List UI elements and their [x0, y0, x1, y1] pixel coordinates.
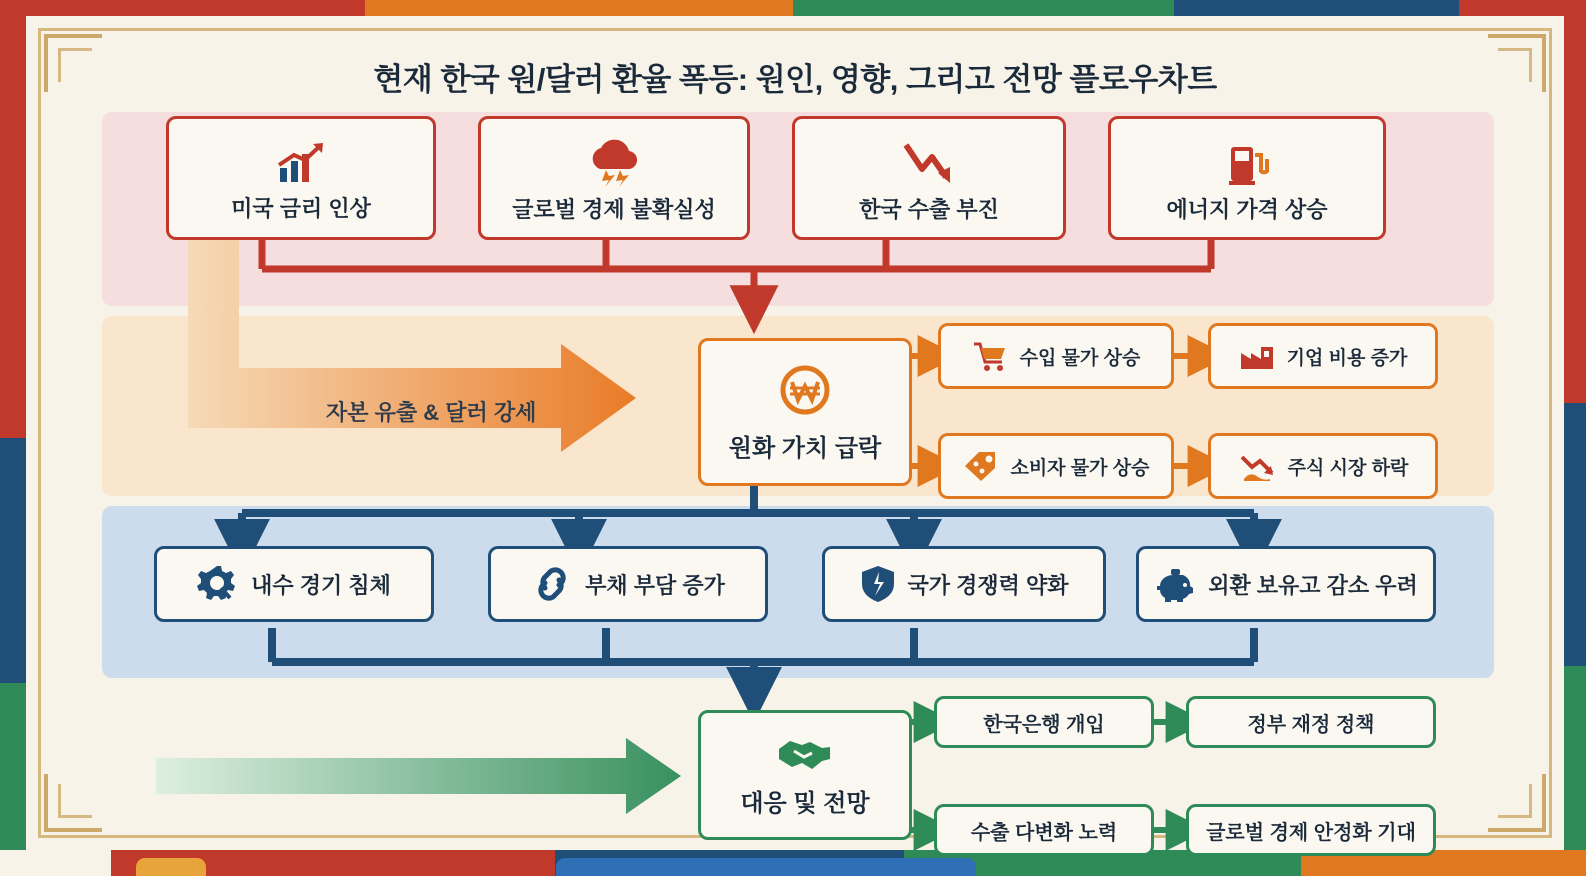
- page-title: 현재 한국 원/달러 환율 폭등: 원인, 영향, 그리고 전망 플로우차트: [373, 62, 1217, 97]
- outlook-node[interactable]: [698, 710, 912, 840]
- core-node-label: 원화 가치 급락: [728, 434, 882, 462]
- price-effect-label: 소비자 물가 상승: [1010, 457, 1150, 479]
- impact-label: 국가 경쟁력 약화: [907, 572, 1069, 598]
- response-label: 수출 다변화 노력: [970, 821, 1118, 844]
- storm-cloud-icon: [584, 139, 644, 187]
- secondary-effect-label: 기업 비용 증가: [1286, 347, 1408, 369]
- arrow-down-trend-icon: [898, 139, 960, 187]
- secondary-effect-chip-1[interactable]: [1208, 433, 1438, 499]
- impact-card-3[interactable]: [1136, 546, 1436, 622]
- frame-strip-right: [1564, 0, 1586, 876]
- impact-label: 외환 보유고 감소 우려: [1208, 572, 1418, 598]
- factory-icon: [1239, 341, 1275, 371]
- cause-label: 미국 금리 인상: [231, 195, 371, 221]
- price-effect-chip-1[interactable]: [938, 433, 1174, 499]
- capital-outflow-label: 자본 유출 & 달러 강세: [326, 400, 537, 425]
- outlook-node-label: 대응 및 전망: [740, 789, 870, 817]
- cause-label: 글로벌 경제 불확실성: [512, 196, 716, 222]
- bear-market-icon: [1238, 451, 1276, 481]
- outcome-label: 정부 재정 정책: [1247, 713, 1375, 736]
- frame-strip-top: [0, 0, 1586, 16]
- response-label: 한국은행 개입: [983, 713, 1105, 736]
- paper-panel: [26, 16, 1564, 850]
- gear-search-icon: [197, 564, 239, 604]
- cause-card-2[interactable]: [792, 116, 1066, 240]
- piggy-bank-icon: [1154, 566, 1196, 602]
- won-currency-icon: [777, 362, 833, 418]
- outcome-chip-1[interactable]: [1186, 804, 1436, 856]
- cause-card-1[interactable]: [478, 116, 750, 240]
- frame-strip-left: [0, 0, 26, 876]
- impact-label: 내수 경기 침체: [251, 572, 391, 598]
- price-effect-chip-0[interactable]: [938, 323, 1174, 389]
- cause-card-0[interactable]: [166, 116, 436, 240]
- chart-up-icon: [274, 140, 328, 186]
- outcome-chip-0[interactable]: [1186, 696, 1436, 748]
- shopping-cart-icon: [972, 340, 1008, 372]
- secondary-effect-chip-0[interactable]: [1208, 323, 1438, 389]
- response-chip-1[interactable]: [934, 804, 1154, 856]
- price-tag-icon: [962, 450, 998, 482]
- outcome-label: 글로벌 경제 안정화 기대: [1206, 821, 1416, 844]
- price-effect-label: 수입 물가 상승: [1019, 347, 1141, 369]
- cause-label: 에너지 가격 상승: [1166, 196, 1328, 222]
- cause-label: 한국 수출 부진: [859, 196, 999, 222]
- fuel-pump-icon: [1223, 139, 1271, 187]
- secondary-effect-label: 주식 시장 하락: [1287, 457, 1409, 479]
- impact-label: 부채 부담 증가: [585, 572, 725, 598]
- impact-card-2[interactable]: [822, 546, 1106, 622]
- cause-card-3[interactable]: [1108, 116, 1386, 240]
- broken-shield-icon: [860, 564, 896, 604]
- impact-card-1[interactable]: [488, 546, 768, 622]
- impact-card-0[interactable]: [154, 546, 434, 622]
- bottom-pill-left: [136, 858, 206, 876]
- bottom-pill-center: [556, 858, 976, 876]
- response-chip-0[interactable]: [934, 696, 1154, 748]
- chain-link-icon: [531, 566, 573, 602]
- core-node-won-depreciation[interactable]: [698, 338, 912, 486]
- handshake-icon: [776, 733, 834, 775]
